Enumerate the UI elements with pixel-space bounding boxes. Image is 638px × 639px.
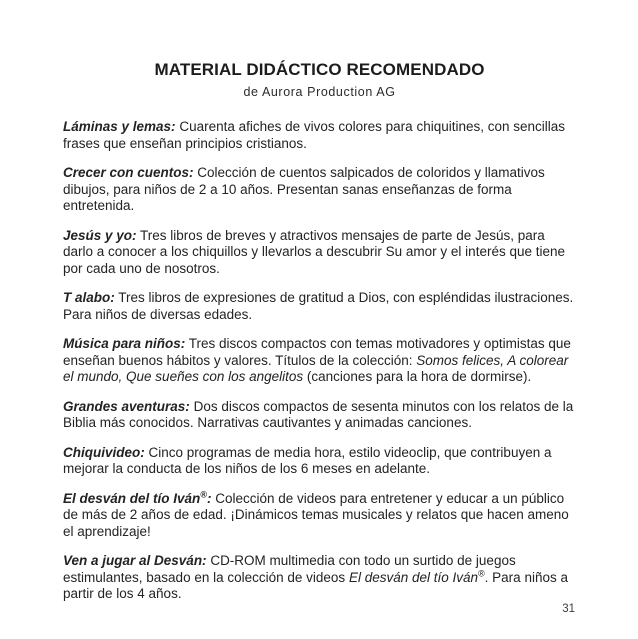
text-segment: Tres libros de breves y atractivos mensajes de parte de Jesús, para darlo a conocer a los chiquillos y llevarlos a descubrir Su amor y el interés que tiene por cada uno de nosotros.: [63, 227, 566, 276]
paragraph: [63, 119, 576, 152]
text-segment: . Para niños a partir de los 4 años.: [63, 569, 568, 601]
text-segment: Colección de videos para entretener y educar a un público de más de 2 años de edad. ¡Dinámicos temas musicales y relatos que hacen ameno el aprendizaje!: [63, 490, 569, 539]
page-subtitle: de Aurora Production AG: [243, 85, 396, 99]
text-segment: ®: [200, 489, 207, 499]
text-segment: Cinco programas de media hora, estilo videoclip, que contribuyen a mejorar la conducta de los niños de los 6 meses en adelante.: [63, 444, 552, 476]
text-segment: Tres discos compactos con temas motivadores y optimistas que enseñan buenos hábitos y valores. Títulos de la colección:: [63, 336, 571, 368]
text-segment: Cuarenta afiches de vivos colores para chiquitines, con sencillas frases que enseñan principios cristianos.: [63, 119, 566, 151]
text-segment: Tres libros de expresiones de gratitud a Dios, con espléndidas ilustraciones. Para niños de diversas edades.: [63, 290, 574, 322]
text-segment: Somos felices, A colorear el mundo, Que sueñes con los angelitos: [63, 352, 569, 384]
text-segment: ®: [478, 568, 485, 578]
text-segment: :: [206, 490, 212, 506]
text-segment: El desván del tío Iván: [63, 490, 201, 506]
text-segment: Colección de cuentos salpicados de coloridos y llamativos dibujos, para niños de 2 a 10 años. Presentan sanas enseñanzas de forma entretenida.: [63, 165, 545, 213]
text-segment: Grandes aventuras:: [63, 398, 190, 414]
paragraphs: [63, 119, 576, 603]
text-segment: El desván del tío Iván: [348, 569, 479, 585]
page-number: 31: [562, 603, 575, 615]
paragraph: [63, 445, 576, 478]
page-title: MATERIAL DIDÁCTICO RECOMENDADO: [154, 60, 485, 79]
text-segment: Ven a jugar al Desván:: [63, 553, 207, 568]
text-segment: (canciones para la hora de dormirse).: [303, 369, 532, 384]
paragraph: [63, 290, 576, 323]
text-segment: Láminas y lemas:: [63, 119, 176, 134]
paragraph: [63, 399, 576, 432]
paragraph: [63, 553, 576, 603]
text-segment: Chiquivideo:: [63, 444, 145, 460]
text-segment: T alabo:: [63, 290, 115, 305]
text-segment: CD-ROM multimedia con todo un surtido de juegos estimulantes, basado en la colección de videos: [63, 553, 516, 585]
text-segment: Crecer con cuentos:: [63, 165, 194, 180]
text-segment: Dos discos compactos de sesenta minutos con los relatos de la Biblia más conocidos. Narrativas cautivantes y animadas canciones.: [63, 398, 574, 430]
paragraph: [63, 491, 576, 541]
paragraph: [63, 336, 576, 386]
text-segment: Jesús y yo:: [63, 227, 137, 243]
paragraph: [63, 165, 576, 215]
paragraph: [63, 228, 576, 278]
page-content: [63, 60, 576, 616]
text-segment: Música para niños:: [63, 336, 186, 351]
